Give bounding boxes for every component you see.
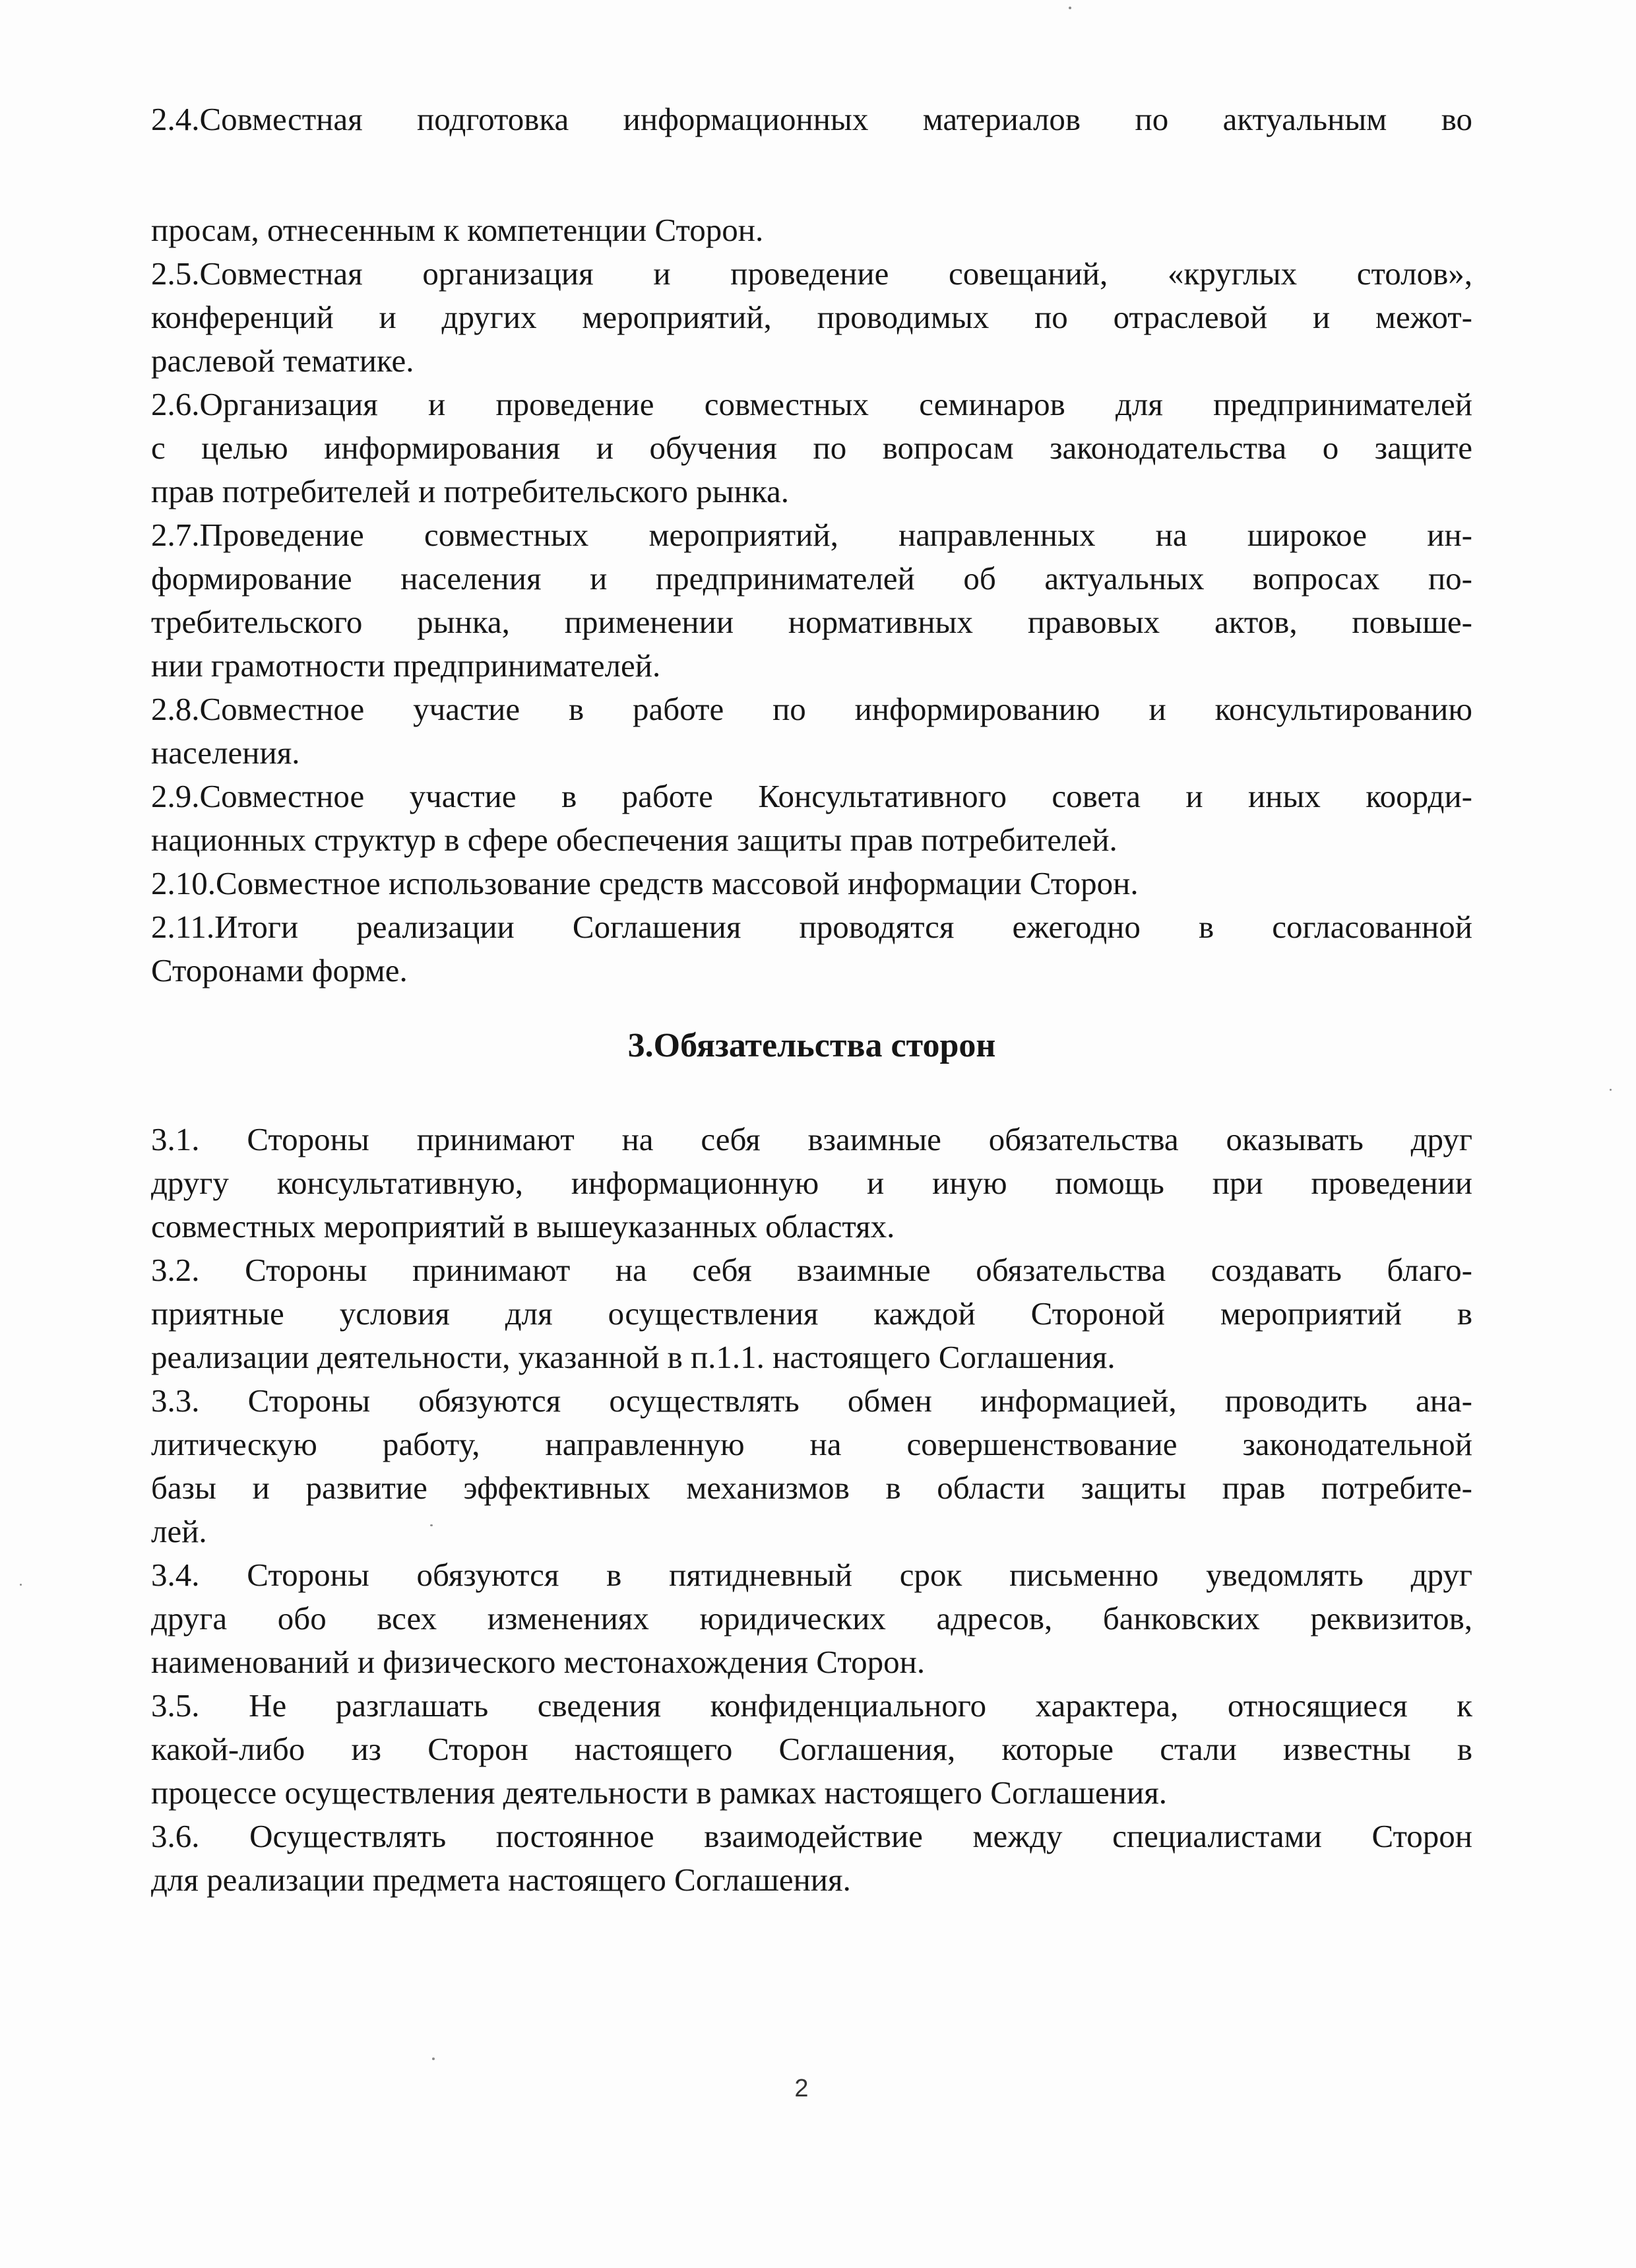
clause-line: литическую работу, направленную на совершенствование законодательной <box>151 1426 1472 1462</box>
clause-line: для реализации предмета настоящего Соглашения. <box>151 1862 851 1898</box>
clause-3-5 <box>151 1684 1472 1815</box>
clause-2-6 <box>151 383 1472 513</box>
clause-line: с целью информирования и обучения по вопросам законодательства о защите <box>151 430 1472 466</box>
clause-line: национных структур в сфере обеспечения защиты прав потребителей. <box>151 822 1117 858</box>
clause-line: 2.11.Итоги реализации Соглашения проводятся ежегодно в согласованной <box>151 909 1472 945</box>
scan-speck <box>20 1584 22 1586</box>
clause-line: друга обо всех изменениях юридических адресов, банковских реквизитов, <box>151 1600 1472 1636</box>
clause-line: какой-либо из Сторон настоящего Соглашения, которые стали известны в <box>151 1731 1472 1767</box>
scan-speck <box>430 1524 433 1526</box>
clause-line: 3.5. Не разглашать сведения конфиденциального характера, относящиеся к <box>151 1687 1472 1724</box>
clause-line: 2.10.Совместное использование средств массовой информации Сторон. <box>151 865 1139 901</box>
clause-3-2 <box>151 1248 1472 1379</box>
section-2-list <box>151 98 1472 992</box>
clause-2-11 <box>151 905 1472 992</box>
section-3-heading: 3.Обязательства сторон <box>627 1027 996 1064</box>
clause-2-10 <box>151 862 1472 905</box>
clause-line: 3.2. Стороны принимают на себя взаимные обязательства создавать благо- <box>151 1252 1472 1288</box>
scan-speck <box>432 2057 435 2060</box>
clause-3-6 <box>151 1815 1472 1902</box>
clause-line: Сторонами форме. <box>151 952 408 988</box>
scan-speck <box>1610 1089 1612 1091</box>
clause-line: прав потребителей и потребительского рынка. <box>151 473 790 509</box>
clause-line: населения. <box>151 734 300 771</box>
clause-line: 3.3. Стороны обязуются осуществлять обмен информацией, проводить ана- <box>151 1382 1472 1419</box>
clause-line: просам, отнесенным к компетенции Сторон. <box>151 212 764 248</box>
clause-2-5 <box>151 252 1472 383</box>
clause-line: наименований и физического местонахождения Сторон. <box>151 1644 926 1680</box>
clause-line: 2.8.Совместное участие в работе по информированию и консультированию <box>151 691 1472 727</box>
clause-line: 3.4. Стороны обязуются в пятидневный срок письменно уведомлять друг <box>151 1557 1472 1593</box>
clause-line: конференций и других мероприятий, проводимых по отраслевой и межот- <box>151 299 1472 335</box>
clause-line: совместных мероприятий в вышеуказанных областях. <box>151 1208 895 1245</box>
section-3-list <box>151 1118 1472 1902</box>
clause-line: 3.1. Стороны принимают на себя взаимные обязательства оказывать друг <box>151 1121 1472 1157</box>
clause-line: базы и развитие эффективных механизмов в области защиты прав потребите- <box>151 1470 1472 1506</box>
clause-line: приятные условия для осуществления каждой Стороной мероприятий в <box>151 1295 1472 1332</box>
clause-line: требительского рынка, применении нормативных правовых актов, повыше- <box>151 604 1472 640</box>
clause-line: формирование населения и предпринимателей об актуальных вопросах по- <box>151 560 1472 597</box>
clause-line: 2.9.Совместное участие в работе Консультативного совета и иных коорди- <box>151 778 1472 814</box>
clause-3-3 <box>151 1379 1472 1553</box>
clause-line: 2.6.Организация и проведение совместных семинаров для предпринимателей <box>151 386 1472 422</box>
clause-line: 2.5.Совместная организация и проведение совещаний, «круглых столов», <box>151 255 1472 292</box>
clause-line: лей. <box>151 1513 207 1549</box>
clause-line: реализации деятельности, указанной в п.1.1. настоящего Соглашения. <box>151 1339 1116 1375</box>
scan-speck <box>1069 7 1071 9</box>
clause-line: 2.7.Проведение совместных мероприятий, направленных на широкое ин- <box>151 517 1472 553</box>
clause-line: раслевой тематике. <box>151 342 414 379</box>
clause-2-8 <box>151 688 1472 775</box>
page-number: 2 <box>794 2075 809 2102</box>
clause-line: другу консультативную, информационную и иную помощь при проведении <box>151 1165 1472 1201</box>
clause-line: нии грамотности предпринимателей. <box>151 647 661 684</box>
clause-2-4 <box>151 98 1472 252</box>
clause-line: 2.4.Совместная подготовка информационных материалов по актуальным во <box>151 101 1472 137</box>
clause-2-7 <box>151 513 1472 688</box>
clause-2-9 <box>151 775 1472 862</box>
clause-3-1 <box>151 1118 1472 1248</box>
clause-3-4 <box>151 1553 1472 1684</box>
clause-line: процессе осуществления деятельности в рамках настоящего Соглашения. <box>151 1774 1167 1811</box>
clause-line: 3.6. Осуществлять постоянное взаимодействие между специалистами Сторон <box>151 1818 1472 1854</box>
